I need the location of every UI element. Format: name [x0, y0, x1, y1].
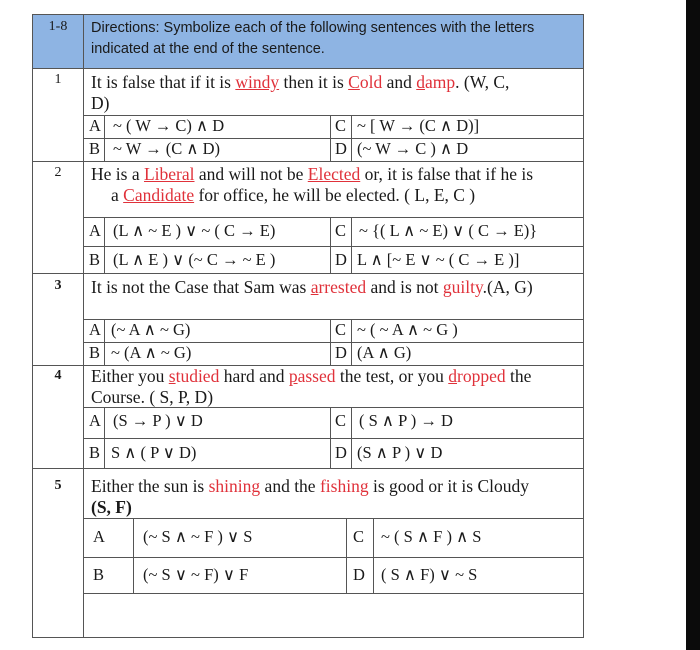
option-label: D [335, 343, 347, 362]
option-label: C [335, 116, 347, 135]
option-label: A [89, 320, 101, 339]
option-label: D [335, 443, 347, 462]
question-number: 2 [54, 165, 62, 180]
option-a[interactable]: (~ S ∧ ~ F ) ∨ S [143, 527, 253, 546]
question-5-text: Either the sun is shining and the fishing is good or it is Cloudy [91, 476, 530, 496]
option-c[interactable]: ~ ( ~ A ∧ ~ G ) [357, 320, 458, 339]
question-1-text-line2: D) [91, 93, 110, 113]
option-label: A [89, 221, 101, 240]
question-number: 3 [54, 278, 62, 293]
option-d[interactable]: L ∧ [~ E ∨ ~ ( C → E )] [357, 250, 520, 269]
option-d[interactable]: ( S ∧ F) ∨ ~ S [381, 565, 478, 584]
option-label: C [335, 411, 347, 430]
option-label: C [335, 320, 347, 339]
option-c[interactable]: ~ [ W → (C ∧ D)] [357, 116, 480, 135]
option-c[interactable]: ~ ( S ∧ F ) ∧ S [381, 527, 482, 546]
question-2-text: He is a Liberal and will not be Elected or, it is false that if he is [91, 164, 534, 184]
option-label: C [353, 527, 365, 546]
option-b[interactable]: ~ W → (C ∧ D) [113, 139, 221, 158]
option-a[interactable]: (L ∧ ~ E ) ∨ ~ ( C → E) [113, 221, 276, 240]
question-2-text-line2: a Candidate for office, he will be elected. ( L, E, C ) [111, 185, 476, 205]
directions-text: Directions: Symbolize each of the following sentences with the letters indicated at the end of the sentence. [91, 20, 535, 57]
option-c[interactable]: ( S ∧ P ) → D [359, 411, 453, 430]
header-range: 1-8 [48, 19, 68, 34]
option-label: D [335, 250, 347, 269]
option-b[interactable]: (~ S ∨ ~ F) ∨ F [143, 565, 249, 584]
option-c[interactable]: ~ {( L ∧ ~ E) ∨ ( C → E)} [359, 221, 538, 240]
option-label: A [89, 411, 101, 430]
option-label: B [93, 565, 105, 584]
option-b[interactable]: S ∧ ( P ∨ D) [111, 443, 197, 462]
question-4-text-line2: Course. ( S, P, D) [91, 387, 214, 407]
option-b[interactable]: (L ∧ E ) ∨ (~ C → ~ E ) [113, 250, 276, 269]
option-label: B [89, 139, 101, 158]
option-a[interactable]: (~ A ∧ ~ G) [111, 320, 191, 339]
worksheet-table [32, 14, 584, 638]
option-a[interactable]: ~ ( W → C) ∧ D [113, 116, 225, 135]
question-number: 1 [54, 72, 62, 87]
right-edge-strip [686, 0, 700, 650]
question-4-text: Either you studied hard and passed the test, or you dropped the [91, 366, 532, 386]
option-d[interactable]: (~ W → C ) ∧ D [357, 139, 469, 158]
option-d[interactable]: (A ∧ G) [357, 343, 412, 362]
option-label: D [353, 565, 365, 584]
option-label: A [89, 116, 101, 135]
option-label: D [335, 139, 347, 158]
option-label: A [93, 527, 105, 546]
option-label: B [89, 443, 101, 462]
option-label: B [89, 250, 101, 269]
option-b[interactable]: ~ (A ∧ ~ G) [111, 343, 192, 362]
option-d[interactable]: (S ∧ P ) ∨ D [357, 443, 443, 462]
option-label: C [335, 221, 347, 240]
question-number: 4 [54, 368, 62, 383]
question-5-text-line2: (S, F) [91, 497, 132, 517]
question-1-text: It is false that if it is windy then it is Cold and damp. (W, C, [91, 72, 510, 92]
option-label: B [89, 343, 101, 362]
question-3-text: It is not the Case that Sam was arrested and is not guilty.(A, G) [91, 277, 533, 297]
option-a[interactable]: (S → P ) ∨ D [113, 411, 203, 430]
question-number: 5 [54, 478, 62, 493]
